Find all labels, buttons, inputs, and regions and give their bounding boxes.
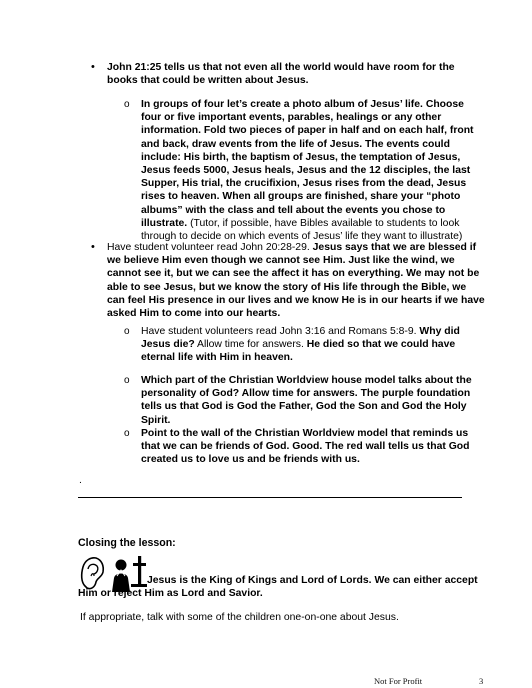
volunteers-read-instruction: Have student volunteers read John 3:16 and Romans 5:8-9.: [141, 326, 420, 337]
closing-note: If appropriate, talk with some of the children one-on-one about Jesus.: [80, 612, 399, 623]
sub-bullet-marker: o: [124, 375, 130, 386]
closing-heading: Closing the lesson:: [78, 537, 176, 549]
bullet-marker: •: [91, 241, 95, 253]
eternal-life-answer: He died so that we could have eternal life with Him in heaven.: [141, 339, 456, 364]
page-number: 3: [479, 676, 484, 686]
bullet-marker: •: [91, 61, 95, 73]
stray-dot: .: [79, 475, 82, 486]
worldview-personality-item: Which part of the Christian Worldview house model talks about the personality of God? Allow time for answers. The purple foundation tells us that God is God the Father, God the Son and God the Holy Spirit.: [141, 375, 472, 426]
blessed-believe-text: Jesus says that we are blessed if we believe Him even though we cannot see Him. Just like the wind, we cannot see it, but we can see the affect it has on everything. We may not be able to see Jesus, but we know the story of His life through the Bible, we can feel His presence in our lives and we know He is in our hearts if we have asked Him to come into our hearts.: [107, 242, 485, 320]
section-divider: [78, 497, 462, 498]
photo-album-instructions: In groups of four let’s create a photo album of Jesus’ life. Choose four or five important events, parables, healings or any other information. Fold two pieces of paper in half and on each half, front and back, draw events from the life of Jesus. The events could include: His birth, the baptism of Jesus, the temptation of Jesus, Jesus feeds 5000, Jesus heals, Jesus and the 12 disciples, the last Supper, His trial, the crucifixion, Jesus rises from the dead, Jesus rises to heaven. When all groups are finished, share your “photo albums” with the class and tell about the events you chose to illustrate.: [141, 99, 474, 229]
sub-bullet-marker: o: [124, 428, 130, 439]
why-did-jesus-die-item: [141, 325, 479, 365]
allow-time-note: Allow time for answers.: [194, 339, 307, 351]
john-20-28-point: [107, 241, 486, 320]
footer-label: Not For Profit: [374, 676, 423, 686]
sub-bullet-marker: o: [124, 99, 130, 110]
photo-album-activity: [141, 98, 486, 243]
tutor-note: (Tutor, if possible, have Bibles available to students to look through to decide on which events of Jesus’ life they want to illustrate): [141, 217, 463, 243]
volunteer-read-instruction: Have student volunteer read John 20:28-29.: [107, 242, 313, 253]
worldview-wall-item: Point to the wall of the Christian Worldview model that reminds us that we can be friends of God. Good. The red wall tells us that God created us to love us and be friends with us.: [141, 428, 470, 466]
sub-bullet-marker: o: [124, 326, 130, 337]
why-did-jesus-die-question: Why did Jesus die?: [141, 326, 460, 351]
king-of-kings-statement: Jesus is the King of Kings and Lord of Lords. We can either accept Him or reject Him as Lord and Savior.: [78, 575, 478, 600]
john-21-25-point: John 21:25 tells us that not even all the world would have room for the books that could be written about Jesus.: [107, 62, 455, 87]
